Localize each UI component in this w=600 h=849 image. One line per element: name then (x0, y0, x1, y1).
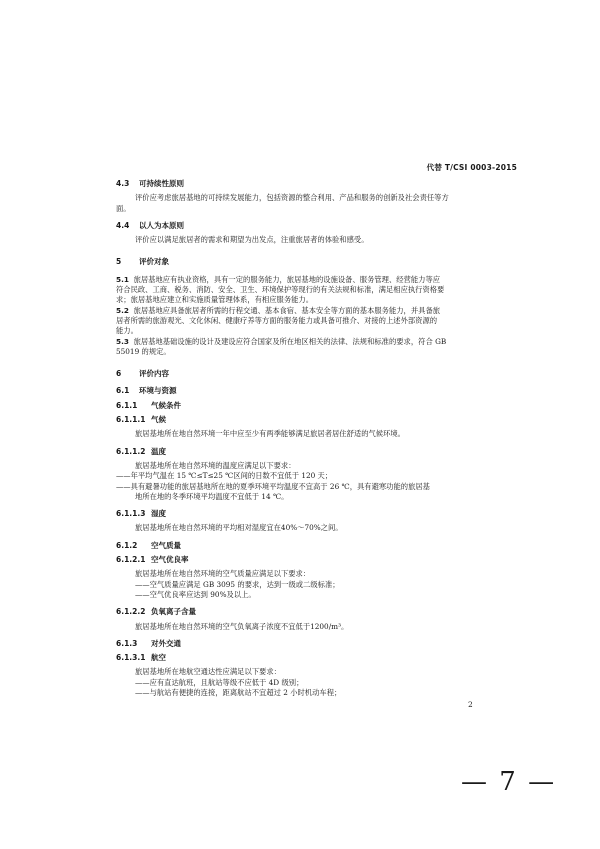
heading-6-1-2-1: 6.1.2.1 空气优良率 (116, 555, 189, 565)
list-item: ——与航站有便捷的连接，距离航站不宜超过 2 小时机动车程； (135, 687, 342, 697)
heading-6-1-1-1: 6.1.1.1 气候 (116, 415, 166, 425)
heading-6-1-2: 6.1.2 空气质量 (116, 540, 181, 550)
list-item: ——年平均气温在 15 ℃≤T≤25 ℃区间的日数不宜低于 120 天； (116, 471, 333, 481)
paragraph-continuation: 55019 的规定。 (116, 346, 171, 356)
heading-6-1: 6.1 环境与资源 (116, 386, 177, 396)
heading-6: 6 评价内容 (116, 369, 169, 379)
document-body (116, 179, 500, 698)
paragraph: 旅居基地所在地自然环境一年中应至少有两季能够满足旅居者居住舒适的气候环境。 (135, 429, 405, 439)
list-item: ——空气优良率应达到 90%及以上。 (135, 589, 256, 599)
list-item: ——空气质量应满足 GB 3095 的要求，达到一级或二级标准； (135, 579, 340, 589)
heading-6-1-1: 6.1.1 气候条件 (116, 400, 181, 410)
paragraph-continuation: 面。 (116, 203, 131, 213)
heading-6-1-3-1: 6.1.3.1 航空 (116, 653, 166, 663)
standard-code: 代替 T/CSI 0003-2015 (426, 163, 517, 172)
clause-5-3: 5.3 旅居基地基础设施的设计及建设应符合国家及所在地区相关的法律、法规和标准的要求，符合 GB (116, 336, 447, 346)
heading-4-4: 4.4 以人为本原则 (116, 220, 184, 230)
paragraph-continuation: 居者所需的旅游观光、文化休闲、健康疗养等方面的服务能力或具备可推介、对接的上述外部资源的 (116, 315, 438, 325)
paragraph: 旅居基地所在地航空通达性应满足以下要求： (135, 667, 281, 677)
heading-6-1-2-2: 6.1.2.2 负氧离子含量 (116, 607, 196, 617)
paragraph: 旅居基地所在地自然环境的空气质量应满足以下要求： (135, 569, 311, 579)
list-item: ——应有直达航班，且航站等级不应低于 4D 级别； (135, 677, 304, 687)
paragraph: 旅居基地所在地自然环境的平均相对湿度宜在40%～70%之间。 (135, 523, 343, 533)
clause-5-1: 5.1 旅居基地应有执业资格，具有一定的服务能力，旅居基地的设施设备、服务管理、经营能力等应 (116, 274, 441, 284)
paragraph-continuation: 能力。 (116, 326, 138, 336)
heading-6-1-3: 6.1.3 对外交通 (116, 638, 181, 648)
heading-5: 5 评价对象 (116, 257, 169, 267)
list-item: ——具有避暑功能的旅居基地所在地的夏季环境平均温度不宜高于 26 ℃，具有避寒功能的旅居基 (116, 481, 430, 491)
heading-6-1-1-2: 6.1.1.2 温度 (116, 446, 166, 456)
paragraph: 旅居基地所在地自然环境的温度应满足以下要求： (135, 460, 296, 470)
paragraph: 评价应以满足旅居者的需求和期望为出发点，注重旅居者的体验和感受。 (135, 235, 369, 245)
page-number: 2 (468, 700, 473, 709)
footer-page-number: — 7 — (461, 767, 557, 797)
heading-6-1-1-3: 6.1.1.3 湿度 (116, 509, 166, 519)
heading-4-3: 4.3 可持续性原则 (116, 179, 184, 188)
paragraph-continuation: 求；旅居基地应建立和实施质量管理体系，有相应服务能力。 (116, 295, 314, 305)
clause-5-2: 5.2 旅居基地应具备旅居者所需的行程交通、基本食宿、基本安全等方面的基本服务能力，并具备旅 (116, 305, 441, 315)
list-item-continuation: 地所在地的冬季环境平均温度不宜低于 14 ℃。 (135, 491, 289, 501)
paragraph-continuation: 符合民政、工商、税务、消防、安全、卫生、环境保护等现行的有关法规和标准，满足相应执行资格要 (116, 285, 445, 295)
paragraph: 旅居基地所在地自然环境的空气负氧离子浓度不宜低于1200/m³。 (135, 621, 349, 631)
paragraph: 评价应考虑旅居基地的可持续发展能力，包括资源的整合利用、产品和服务的创新及社会责任等方 (135, 193, 449, 203)
